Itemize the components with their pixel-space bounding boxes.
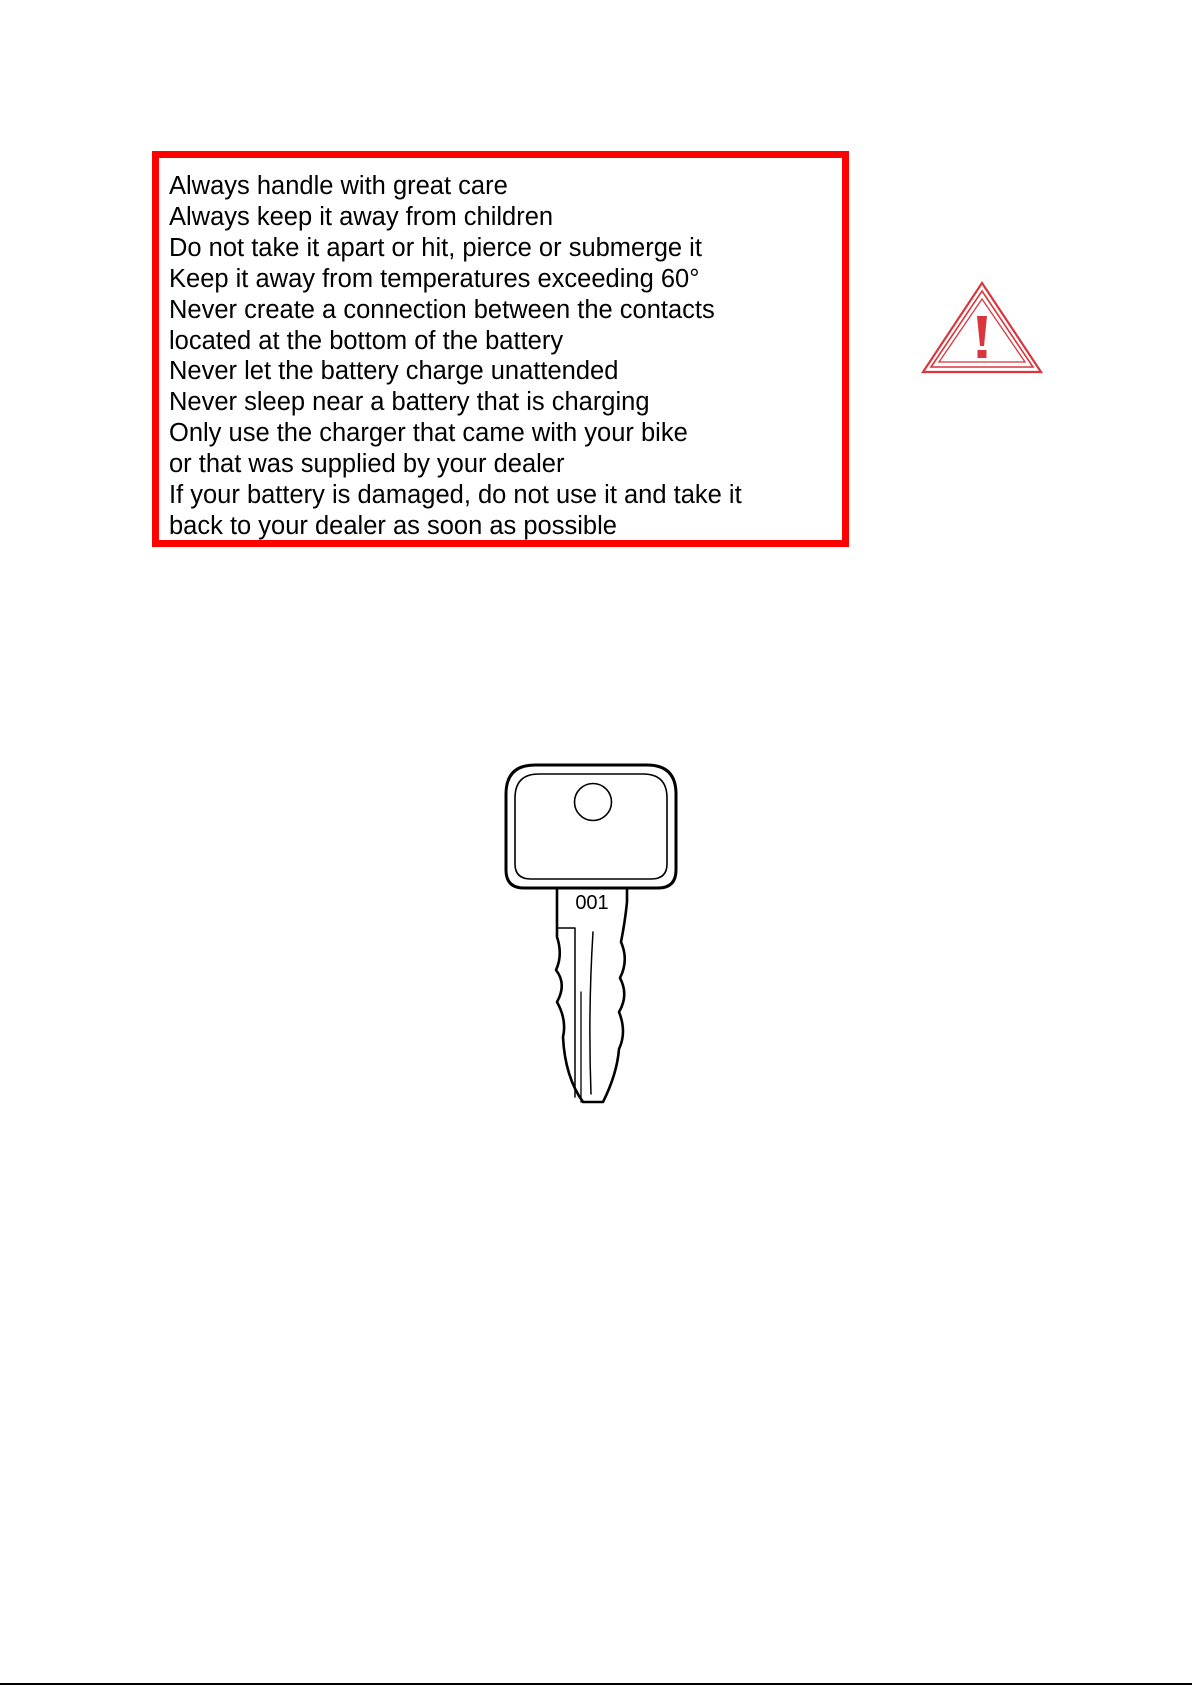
warning-line: back to your dealer as soon as possible [169,511,617,540]
warning-line: Only use the charger that came with your bike [169,419,688,448]
warning-line: located at the bottom of the battery [169,326,564,355]
warning-line: Always handle with great care [169,172,508,200]
warning-line: Never sleep near a battery that is charging [169,388,650,417]
warning-line: or that was supplied by your dealer [169,450,565,479]
warning-line: Never create a connection between the contacts [169,295,715,324]
warning-line: Keep it away from temperatures exceeding 60° [169,264,700,293]
warning-line: Never let the battery charge unattended [169,357,619,386]
warning-line: Do not take it apart or hit, pierce or submerge it [169,233,702,262]
battery-safety-warning-box [152,151,849,547]
warning-triangle-icon [920,280,1044,376]
key-number: 001 [575,892,609,914]
warning-list [169,171,742,542]
warning-line: Always keep it away from children [169,202,554,231]
warning-line: If your battery is damaged, do not use it and take it [169,481,742,510]
key-icon [495,762,687,1105]
